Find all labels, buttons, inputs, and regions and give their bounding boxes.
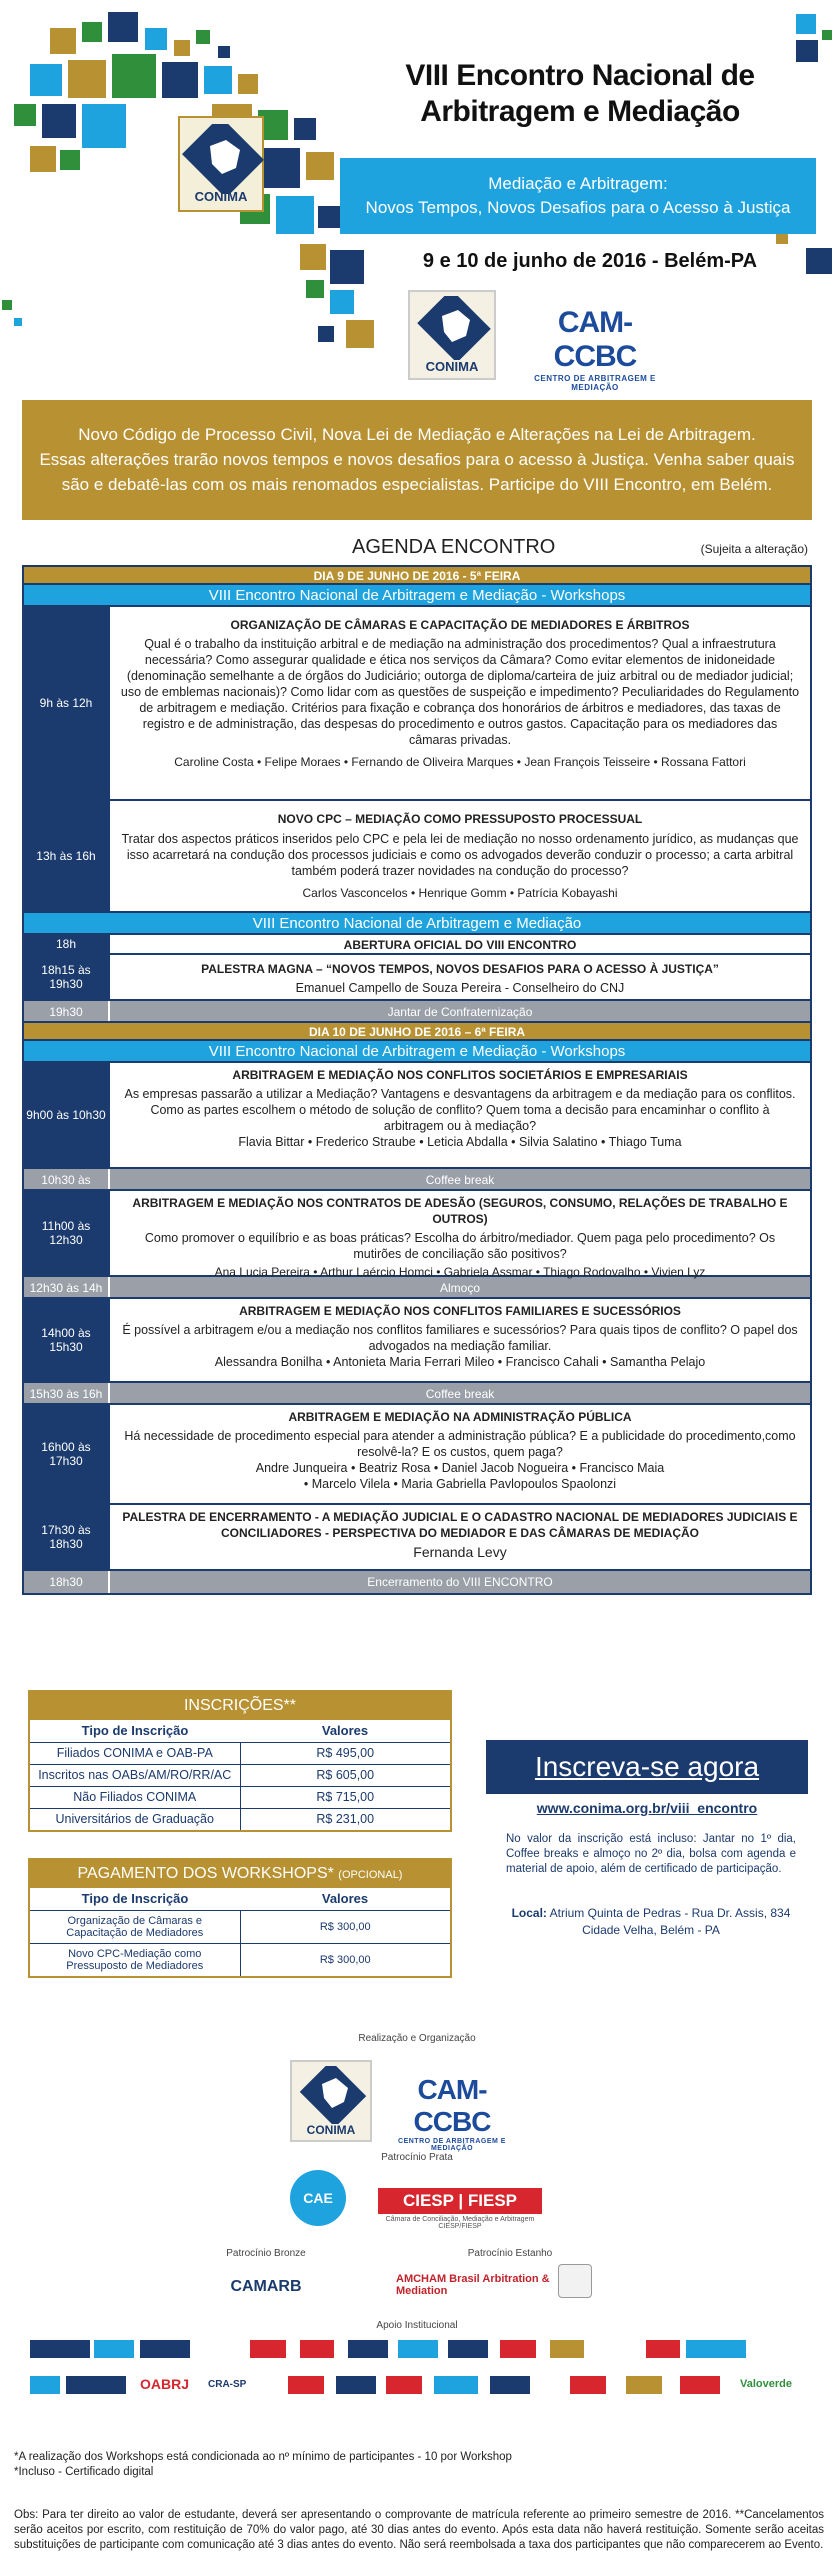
agenda-session [24,955,810,1001]
conima-logo-footer: CONIMA [290,2060,372,2142]
cam-ccbc-logo-footer: CAM-CCBC CENTRO DE ARBITRAGEM E MEDIAÇÃO [398,2074,506,2152]
agenda-session [24,1063,810,1169]
col-valores: Valores [321,1723,369,1738]
session-speaker: Emanuel Campello de Souza Pereira - Conselheiro do CNJ [295,981,625,995]
session-speakers: Carlos Vasconcelos • Henrique Gomm • Patrícia Kobayashi [302,886,618,900]
footer-obs: Obs: Para ter direito ao valor de estudante, deverá ser apresentando o comprovante de matrícula referente ao primeiro semestre de 2016. **Cancelamentos serão aceitos por escrito, com restituição de 70% do valor pago, até 30 dias antes do evento. Após esta data não haverá restituição. Somente serão aceitas substituições de participante com comunicação até 3 dias antes do evento. Não será reembolsada a taxa dos participantes que não comparecerem ao Evento. [14,2509,824,2551]
association-logo [558,2264,592,2298]
break-row: 15h30 às 16h Coffee break [24,1383,810,1405]
break-row: 12h30 às 14h Almoço [24,1277,810,1299]
col-tipo: Tipo de Inscrição [81,1891,189,1906]
session-title: ARBITRAGEM E MEDIAÇÃO NOS CONTRATOS DE ADESÃO (SEGUROS, CONSUMO, RELAÇÕES DE TRABALHO E OUTROS) [132,1196,788,1226]
camarb-logo: CAMARB [230,2278,302,2295]
session-title: ARBITRAGEM E MEDIAÇÃO NOS CONFLITOS FAMILIARES E SUCESSÓRIOS [239,1304,681,1318]
session-time: 16h00 às 17h30 [24,1405,110,1503]
day2-header: DIA 10 DE JUNHO DE 2016 – 6ª FEIRA [24,1023,810,1041]
session-time: 13h às 16h [24,801,110,911]
session-title: ARBITRAGEM E MEDIAÇÃO NOS CONFLITOS SOCIETÁRIOS E EMPRESARIAIS [232,1068,688,1082]
agenda-note: (Sujeita a alteração) [700,542,808,556]
event-date: 9 e 10 de junho de 2016 - Belém-PA [422,250,758,272]
session-title: ABERTURA OFICIAL DO VIII ENCONTRO [343,938,577,952]
session-speakers: Caroline Costa • Felipe Moraes • Fernando de Oliveira Marques • Jean François Teisseire • Rossana Fattori [174,755,746,769]
agenda-session [24,1505,810,1571]
session-title: PALESTRA DE ENCERRAMENTO - A MEDIAÇÃO JUDICIAL E O CADASTRO NACIONAL DE MEDIADORES JUDICIAIS E CONCILIADORES - PERSPECTIVA DO MEDIADOR E DAS CÂMARAS DE MEDIAÇÃO [122,1510,798,1540]
session-speakers: Flavia Bittar • Frederico Straube • Leticia Abdalla • Silvia Salatino • Thiago Tuma [238,1135,682,1149]
register-link[interactable]: www.conima.org.br/viii_encontro [536,1800,758,1816]
session-time: 17h30 às 18h30 [24,1505,110,1569]
agenda-table [22,565,812,1595]
table-row: Inscritos nas OABs/AM/RO/RR/AC R$ 605,00 [30,1765,450,1787]
registration-table [28,1690,452,1832]
session-speaker: Fernanda Levy [413,1544,507,1560]
session-speakers: Alessandra Bonilha • Antonieta Maria Ferrari Mileo • Francisco Cahali • Samantha Pelajo [214,1355,706,1369]
table-row: Não Filiados CONIMA R$ 715,00 [30,1787,450,1809]
session-time: 9h às 12h [24,607,110,799]
session-description: Como promover o equilíbrio e as boas práticas? Escolha do árbitro/mediador. Quem paga pelo procedimento? Os mutirões de conciliação são positivos? [144,1231,776,1261]
session-speakers: Andre Junqueira • Beatriz Rosa • Daniel Jacob Nogueira • Francisco Maia [255,1461,665,1475]
col-valores: Valores [321,1891,369,1906]
session-description: As empresas passarão a utilizar a Mediação? Vantagens e desvantagens da arbitragem e da mediação para os conflitos. Como as partes escolhem o método de solução de conflito? Quem toma a decisão para encaminhar o conflito à arbitragem ou à mediação? [124,1087,796,1133]
agenda-session [24,935,810,955]
agenda-session [24,1299,810,1383]
day2-workshops-header: VIII Encontro Nacional de Arbitragem e Mediação - Workshops [24,1041,810,1063]
session-description: Tratar dos aspectos práticos inseridos pelo CPC e pela lei de mediação no nosso ordenamento jurídico, as mudanças que isso acarretará na condução dos processos judiciais e como os advogados deverão conduzir o processo; a carta arbitral também poderá trazer novidades na condução do processo? [121,832,799,878]
session-time: 18h15 às 19h30 [24,955,110,999]
amcham-logo: AMCHAM Brasil Arbitration & Mediation [396,2273,550,2297]
session-title: ARBITRAGEM E MEDIAÇÃO NA ADMINISTRAÇÃO PÚBLICA [288,1410,632,1424]
register-now-button[interactable]: Inscreva-se agora [486,1740,808,1794]
agenda-session [24,801,810,913]
col-tipo: Tipo de Inscrição [81,1723,189,1738]
agenda-session [24,1191,810,1277]
institutional-logos: OABRJ CRA-SP Valoverde [30,2340,800,2412]
break-row: 18h30 Encerramento do VIII ENCONTRO [24,1571,810,1593]
session-title: ORGANIZAÇÃO DE CÂMARAS E CAPACITAÇÃO DE MEDIADORES E ÁRBITROS [230,618,690,632]
ciesp-fiesp-logo: CIESP | FIESP Câmara de Conciliação, Mediação e Arbitragem CIESP/FIESP [378,2188,542,2230]
cae-logo: CAE [290,2170,346,2226]
workshop-payment-table: PAGAMENTO DOS WORKSHOPS* (OPCIONAL) Tipo de Inscrição Valores Organização de Câmaras e Capacitação de Mediadores R$ 300,00 Novo CPC-Mediação como Pressuposto de Mediadores R$ 300,00 [28,1858,452,1978]
silver-sponsor-label: Patrocínio Prata [381,2152,453,2163]
session-description: É possível a arbitragem e/ou a mediação nos conflitos familiares e sucessórios? Para quais tipos de conflito? O papel dos advogados na mediação familiar. [122,1323,798,1353]
agenda-session [24,607,810,801]
event-title: VIII Encontro Nacional de Arbitragem e Mediação [405,59,755,128]
cam-ccbc-logo: CAM-CCBC CENTRO DE ARBITRAGEM E MEDIAÇÃO [534,306,656,392]
bronze-sponsor-label: Patrocínio Bronze [226,2248,306,2259]
session-title: PALESTRA MAGNA – “NOVOS TEMPOS, NOVOS DESAFIOS PARA O ACESSO À JUSTIÇA” [201,962,719,976]
session-description: Há necessidade de procedimento especial para atender a administração pública? E a publicidade do procedimento,como resolvê-la? E os custos, quem paga? [124,1429,796,1459]
institutional-support-label: Apoio Institucional [376,2320,458,2331]
agenda-title: AGENDA ENCONTRO [352,536,556,558]
break-row: 10h30 às Coffee break [24,1169,810,1191]
session-time: 11h00 às 12h30 [24,1191,110,1275]
session-speakers: Ana Lucia Pereira • Arthur Laércio Homci • Gabriela Assmar • Thiago Rodovalho • Vivien Lyz [214,1265,706,1279]
conima-logo: CONIMA [408,290,496,380]
session-title: NOVO CPC – MEDIAÇÃO COMO PRESSUPOSTO PROCESSUAL [277,812,643,826]
day1-encontro-header: VIII Encontro Nacional de Arbitragem e Mediação [24,913,810,935]
session-time: 9h00 às 10h30 [24,1063,110,1167]
table-row: Novo CPC-Mediação como Pressuposto de Mediadores R$ 300,00 [30,1944,450,1976]
registration-includes: No valor da inscrição está incluso: Jantar no 1º dia, Coffee breaks e almoço no 2º dia, bolsa com agenda e material de apoio, além de certificado de participação. [506,1833,796,1875]
intro-banner: Novo Código de Processo Civil, Nova Lei de Mediação e Alterações na Lei de Arbitragem. Essas alterações trarão novos tempos e novos desafios para o acesso à Justiça. Venha saber quais são e debatê-las com os mais renomados especialistas. Participe do VIII Encontro, em Belém. [22,400,812,520]
table-row: Filiados CONIMA e OAB-PA R$ 495,00 [30,1743,450,1765]
conima-logo-header: CONIMA [178,116,264,212]
organizer-label: Realização e Organização [358,2033,476,2044]
registration-title: INSCRIÇÕES** [30,1692,450,1720]
footer-notes: *A realização dos Workshops está condicionada ao nº mínimo de participantes - 10 por Workshop *Incluso - Certificado digital [14,2451,512,2478]
session-time: 18h [24,935,110,953]
session-time: 14h00 às 15h30 [24,1299,110,1381]
table-row: Universitários de Graduação R$ 231,00 [30,1809,450,1830]
event-subtitle: Mediação e Arbitragem: Novos Tempos, Novos Desafios para o Acesso à Justiça [340,158,816,234]
agenda-session [24,1405,810,1505]
tin-sponsor-label: Patrocínio Estanho [467,2248,553,2259]
table-row: Organização de Câmaras e Capacitação de Mediadores R$ 300,00 [30,1911,450,1944]
event-location: Local: Atrium Quinta de Pedras - Rua Dr. Assis, 834 Cidade Velha, Belém - PA [511,1906,791,1937]
session-speakers: • Marcelo Vilela • Maria Gabriella Pavlopoulos Spaolonzi [303,1477,617,1491]
break-row: 19h30 Jantar de Confraternização [24,1001,810,1023]
day1-header: DIA 9 DE JUNHO DE 2016 - 5ª FEIRA [24,567,810,585]
session-description: Qual é o trabalho da instituição arbitral e de mediação na administração dos procedimentos? Qual a infraestrutura necessária? Como assegurar qualidade e ética nos serviços da Câmara? Como evitar elementos de inidoneidade (denominação semelhante a de órgãos do Judiciário; outorga de diploma/carteira de juiz arbitral ou de mediador judicial; uso de emblemas nacionais)? Como lidar com as questões de suspeição e impedimento? Peculiaridades do Regulamento de arbitragem e mediação. Critérios para fixação e cobrança dos honorários de árbitros e mediadores, das taxas de registro e de administração, das despesas do procedimento e outros gastos. Capacitação para os mediadores das câmaras privadas. [120,637,800,747]
day1-workshops-header: VIII Encontro Nacional de Arbitragem e Mediação - Workshops [24,585,810,607]
workshop-payment-title: PAGAMENTO DOS WORKSHOPS* [77,1865,334,1882]
